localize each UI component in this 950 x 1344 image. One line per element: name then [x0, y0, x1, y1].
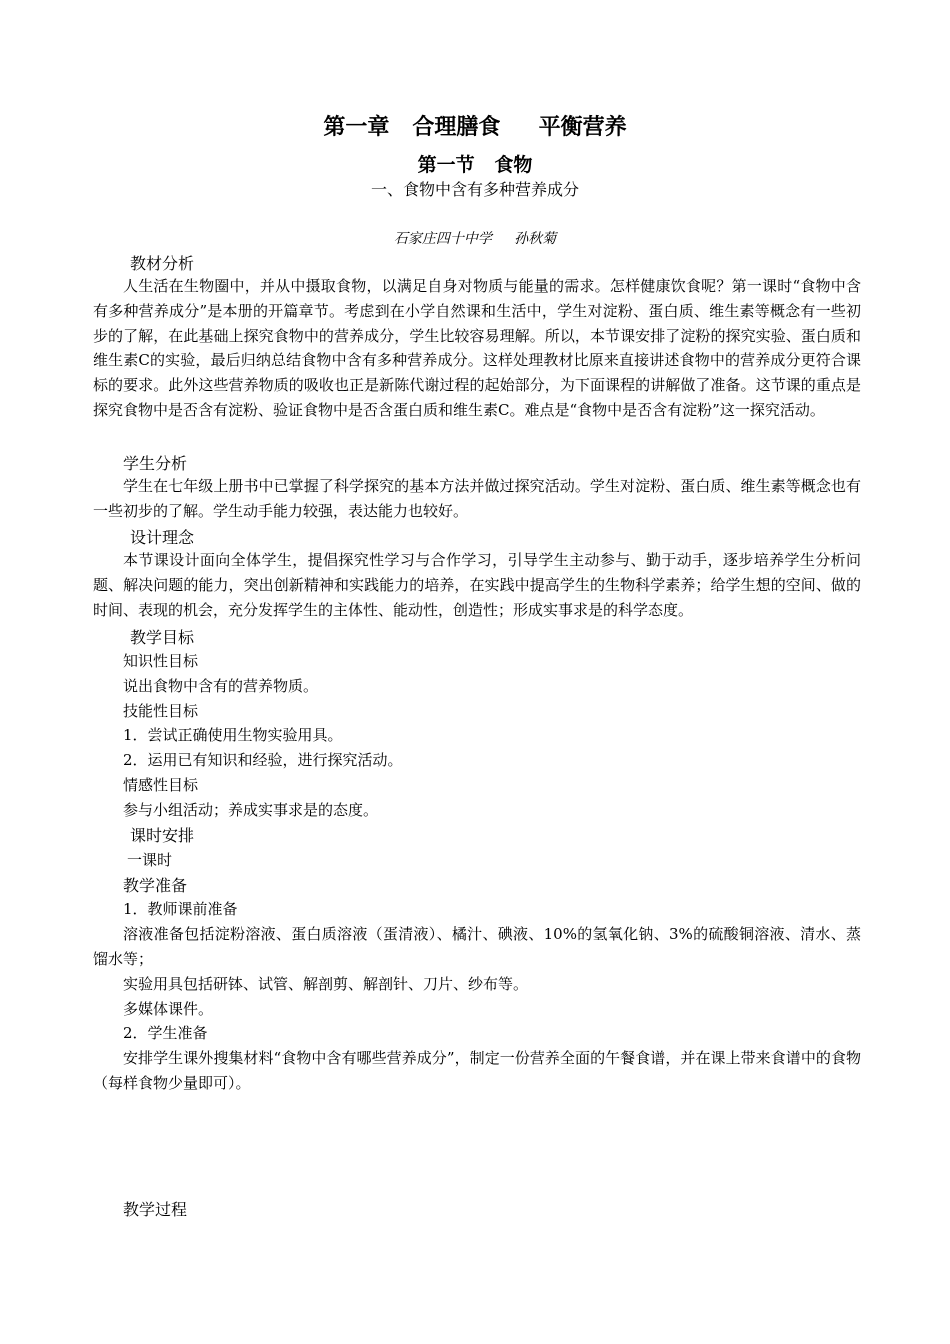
schedule-text: 一课时 — [127, 851, 173, 869]
emotion-goal-label: 情感性目标 — [123, 776, 199, 794]
skill-goal-item: 1．尝试正确使用生物实验用具。 — [123, 726, 343, 744]
teacher-prep-label: 1．教师课前准备 — [123, 900, 238, 918]
textbook-analysis-body: 人生活在生物圈中，并从中摄取食物，以满足自身对物质与能量的需求。怎样健康饮食呢？第一课时“食物中含有多种营养成分”是本册的开篇章节。考虑到在小学自然课和生活中，学生对淀粉、蛋白质、维生素等概念有一些初步的了解，在此基础上探究食物中的营养成分，学生比较容易理解。所以，本节课安排了淀粉的探究实验、蛋白质和维生素C的实验，最后归纳总结食物中含有多种营养成分。这样处理教材比原来直接讲述食物中的营养成分更符合课标的要求。此外这些营养物质的吸收也正是新陈代谢过程的起始部分，为下面课程的讲解做了准备。这节课的重点是探究食物中是否含有淀粉、验证食物中是否含蛋白质和维生素C。难点是“食物中是否含有淀粉”这一探究活动。 — [93, 277, 861, 419]
textbook-analysis-heading: 教材分析 — [130, 254, 195, 273]
knowledge-goal-label: 知识性目标 — [123, 652, 199, 670]
skill-goal-label: 技能性目标 — [123, 702, 199, 720]
skill-goal-item: 2．运用已有知识和经验，进行探究活动。 — [123, 751, 403, 769]
student-prep-text: 安排学生课外搜集材料“食物中含有哪些营养成分”，制定一份营养全面的午餐食谱，并在课上带来食谱中的食物（每样食物少量即可）。 — [93, 1049, 861, 1092]
student-analysis-body: 学生在七年级上册书中已掌握了科学探究的基本方法并做过探究活动。学生对淀粉、蛋白质、维生素等概念也有一些初步的了解。学生动手能力较强，表达能力也较好。 — [93, 477, 861, 520]
design-concept-heading: 设计理念 — [130, 528, 195, 547]
process-heading: 教学过程 — [123, 1200, 188, 1219]
chapter-title: 第一章 合理膳食 平衡营养 — [323, 115, 627, 140]
knowledge-goal-text: 说出食物中含有的营养物质。 — [123, 677, 319, 695]
author-line: 石家庄四十中学 孙秋菊 — [393, 231, 557, 247]
preparation-heading: 教学准备 — [123, 876, 188, 895]
student-analysis-heading: 学生分析 — [123, 454, 188, 473]
subsection-title: 一、食物中含有多种营养成分 — [370, 180, 579, 199]
emotion-goal-text: 参与小组活动；养成实事求是的态度。 — [123, 801, 379, 819]
student-prep-label: 2．学生准备 — [123, 1024, 208, 1042]
design-concept-body: 本节课设计面向全体学生，提倡探究性学习与合作学习，引导学生主动参与、勤于动手，逐步培养学生分析问题、解决问题的能力，突出创新精神和实践能力的培养，在实践中提高学生的生物科学素养；给学生想的空间、做的时间、表现的机会，充分发挥学生的主体性、能动性，创造性；形成实事求是的科学态度。 — [93, 551, 861, 619]
goals-heading: 教学目标 — [130, 628, 195, 647]
tools-text: 实验用具包括研钵、试管、解剖剪、解剖针、刀片、纱布等。 — [123, 975, 529, 993]
multimedia-text: 多媒体课件。 — [123, 1000, 214, 1018]
solutions-text: 溶液准备包括淀粉溶液、蛋白质溶液（蛋清液）、橘汁、碘液、10%的氢氧化钠、3%的硫酸铜溶液、清水、蒸馏水等； — [93, 925, 861, 968]
section-title: 第一节 食物 — [417, 154, 533, 176]
schedule-heading: 课时安排 — [130, 826, 195, 845]
